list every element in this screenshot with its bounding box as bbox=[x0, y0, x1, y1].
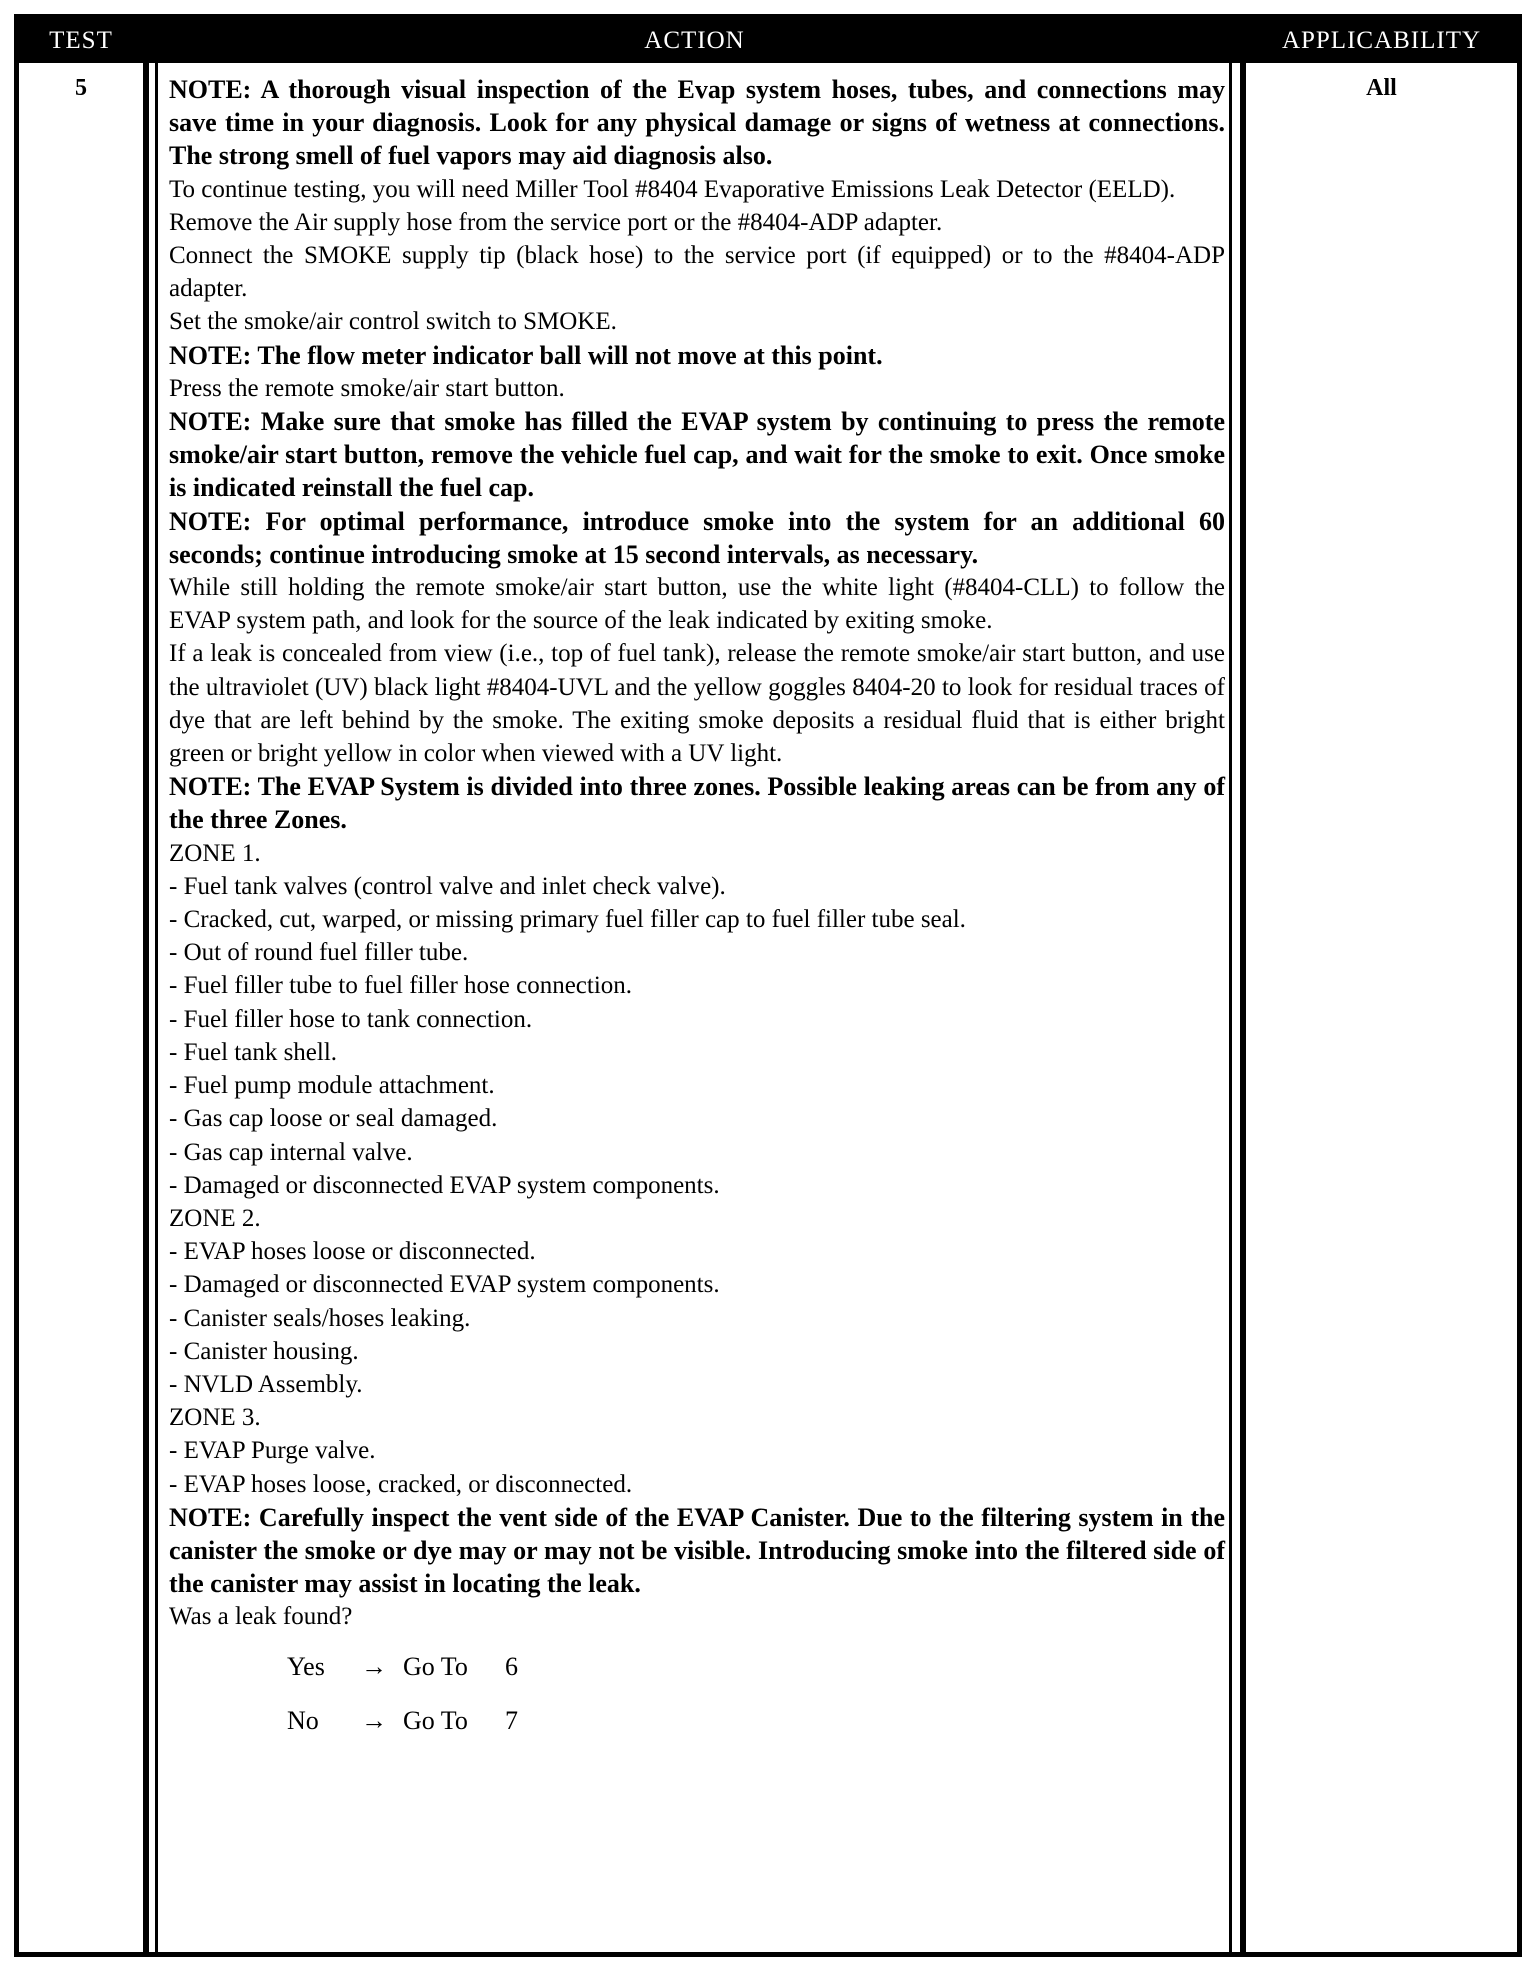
column-rule bbox=[1229, 63, 1232, 1952]
list-item: - NVLD Assembly. bbox=[169, 1370, 363, 1398]
list-item: - Canister housing. bbox=[169, 1337, 359, 1365]
list-item: - Out of round fuel filler tube. bbox=[169, 939, 469, 967]
header-action: ACTION bbox=[149, 19, 1240, 63]
list-item: - Canister seals/hoses leaking. bbox=[169, 1304, 471, 1332]
column-divider bbox=[143, 19, 149, 1952]
list-item: - EVAP Purge valve. bbox=[169, 1437, 376, 1465]
applicability-value: All bbox=[1366, 75, 1397, 101]
note-optimal-performance: NOTE: For optimal performance, introduce smoke into the system for an additional 60 seconds; continue introducing smoke at 15 second intervals, as necessary. bbox=[169, 506, 1225, 569]
note-flow-meter: NOTE: The flow meter indicator ball will not move at this point. bbox=[169, 340, 883, 370]
diagnostic-table bbox=[14, 14, 1522, 1957]
list-item: - Gas cap loose or seal damaged. bbox=[169, 1105, 498, 1133]
column-rule bbox=[155, 63, 158, 1952]
list-item: - Cracked, cut, warped, or missing primary fuel filler cap to fuel filler tube seal. bbox=[169, 906, 966, 934]
instruction-uv-light: If a leak is concealed from view (i.e., top of fuel tank), release the remote smoke/air start button, and use the ultraviolet (UV) black light #8404-UVL and the yellow goggles 8404-20 to look for residual traces of dye that are left behind by the smoke. The exiting smoke deposits a residual fluid that is either bright green or bright yellow in color when viewed with a UV light. bbox=[169, 640, 1225, 768]
list-item: - Fuel pump module attachment. bbox=[169, 1072, 495, 1100]
list-item: - Fuel filler tube to fuel filler hose connection. bbox=[169, 972, 633, 1000]
list-item: - Damaged or disconnected EVAP system components. bbox=[169, 1171, 720, 1199]
zone-2-title: ZONE 2. bbox=[169, 1204, 261, 1232]
goto-label: Go To bbox=[403, 1651, 468, 1681]
column-divider bbox=[1240, 19, 1246, 1952]
test-number: 5 bbox=[75, 75, 87, 101]
list-item: - Damaged or disconnected EVAP system components. bbox=[169, 1271, 720, 1299]
goto-label: Go To bbox=[403, 1705, 468, 1735]
note-canister: NOTE: Carefully inspect the vent side of the EVAP Canister. Due to the filtering system in the canister the smoke or dye may or may not be visible. Introducing smoke into the filtered side of the canister may assist in locating the leak. bbox=[169, 1502, 1225, 1599]
list-item: - EVAP hoses loose or disconnected. bbox=[169, 1238, 536, 1266]
instruction-remove-hose: Remove the Air supply hose from the service port or the #8404-ADP adapter. bbox=[169, 208, 943, 236]
leak-question: Was a leak found? bbox=[169, 1603, 353, 1631]
zone-3-title: ZONE 3. bbox=[169, 1404, 261, 1432]
instruction-press-start: Press the remote smoke/air start button. bbox=[169, 374, 565, 402]
goto-target[interactable]: 7 bbox=[505, 1705, 518, 1735]
answer-label: Yes bbox=[287, 1651, 325, 1681]
zone-1-title: ZONE 1. bbox=[169, 839, 261, 867]
answer-label: No bbox=[287, 1705, 319, 1735]
list-item: - Fuel filler hose to tank connection. bbox=[169, 1005, 533, 1033]
instruction-set-switch: Set the smoke/air control switch to SMOKE. bbox=[169, 308, 617, 336]
note-smoke-filled: NOTE: Make sure that smoke has filled the EVAP system by continuing to press the remote smoke/air start button, remove the vehicle fuel cap, and wait for the smoke to exit. Once smoke is indicated reinstall the fuel cap. bbox=[169, 407, 1225, 503]
list-item: - EVAP hoses loose, cracked, or disconnected. bbox=[169, 1470, 633, 1498]
list-item: - Gas cap internal valve. bbox=[169, 1138, 413, 1166]
note-inspection: NOTE: A thorough visual inspection of the Evap system hoses, tubes, and connections may save time in your diagnosis. Look for any physical damage or signs of wetness at connections. The strong smell of fuel vapors may aid diagnosis also. bbox=[169, 75, 1225, 171]
instruction-tool: To continue testing, you will need Miller Tool #8404 Evaporative Emissions Leak Detector (EELD). bbox=[169, 175, 1176, 203]
header-applicability: APPLICABILITY bbox=[1246, 19, 1517, 63]
outcome-yes[interactable] bbox=[287, 1640, 1225, 1694]
list-item: - Fuel tank valves (control valve and inlet check valve). bbox=[169, 872, 726, 900]
instruction-white-light: While still holding the remote smoke/air start button, use the white light (#8404-CLL) to follow the EVAP system path, and look for the source of the leak indicated by exiting smoke. bbox=[169, 574, 1225, 635]
arrow-right-icon: → bbox=[361, 1651, 387, 1681]
action-cell bbox=[169, 73, 1225, 1748]
header-test: TEST bbox=[19, 19, 143, 63]
note-zones: NOTE: The EVAP System is divided into three zones. Possible leaking areas can be from any of the three Zones. bbox=[169, 772, 1225, 835]
instruction-connect-smoke: Connect the SMOKE supply tip (black hose) to the service port (if equipped) or to the #8404-ADP adapter. bbox=[169, 242, 1225, 303]
list-item: - Fuel tank shell. bbox=[169, 1038, 338, 1066]
outcome-no[interactable] bbox=[287, 1694, 1225, 1748]
arrow-right-icon: → bbox=[361, 1705, 387, 1735]
goto-target[interactable]: 6 bbox=[505, 1651, 518, 1681]
